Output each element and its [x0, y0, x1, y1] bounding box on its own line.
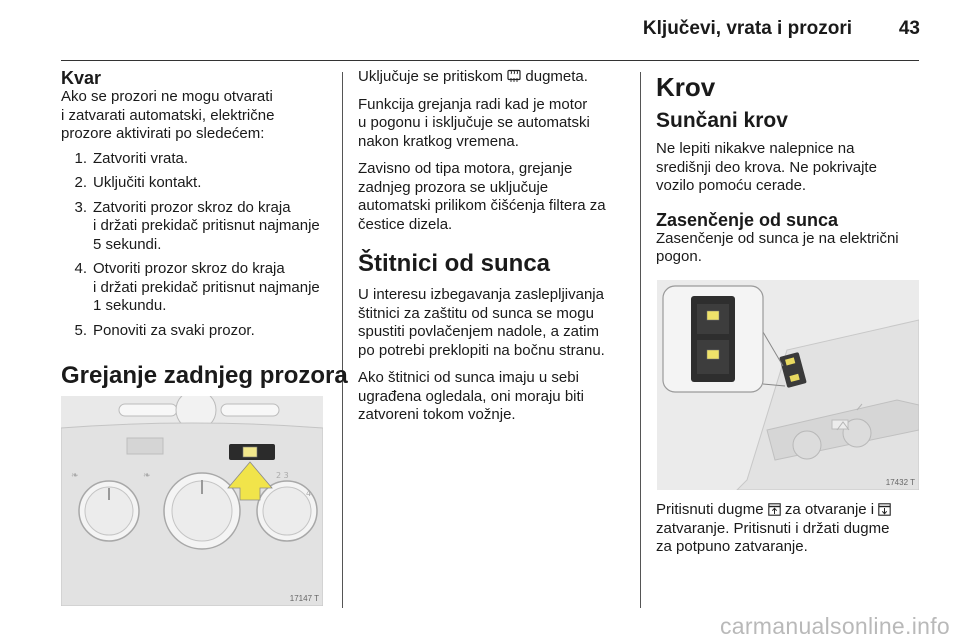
left-column [61, 68, 331, 346]
sun-shade-switch-figure [657, 280, 919, 490]
step-text: Ponoviti za svaki prozor. [93, 321, 255, 339]
step-text: Zatvoriti prozor skroz do kraja [93, 198, 291, 216]
sun-visors-mirrors [358, 369, 633, 425]
paragraph-line: ugrađena ogledala, oni moraju biti [358, 387, 584, 405]
paragraph-line: zatvoreni tokom vožnje. [358, 406, 516, 423]
step-number: 1. [74, 149, 87, 167]
step-text: Otvoriti prozor skroz do kraja [93, 260, 285, 277]
list-item [61, 199, 331, 255]
kvar-intro [61, 88, 331, 144]
climate-control-illustration [61, 396, 323, 606]
kvar-intro-line: Ako se prozori ne mogu otvarati [61, 88, 273, 105]
list-item [61, 150, 331, 169]
sunroof-text [656, 140, 924, 196]
sun-shade-text [656, 230, 924, 267]
sun-shade-switch-illustration [657, 280, 919, 490]
list-item [61, 260, 331, 316]
figure-number: 17432 T [885, 478, 915, 487]
paragraph-line: Zasenčenje od sunca je na električni [656, 229, 899, 247]
paragraph-line: Ako štitnici od sunca imaju u sebi [358, 369, 579, 386]
rear-window-heating-icon [507, 69, 521, 83]
sun-visors-heading: Štitnici od sunca [358, 250, 551, 277]
paragraph-line: automatski prilikom čišćenja filtera za [358, 197, 606, 214]
paragraph-line: Ne lepiti nikakve nalepnice na [656, 140, 855, 157]
paragraph-line: po potrebi preklopiti na bočnu stranu. [358, 341, 605, 359]
instruction-line: za potpuno zatvaranje. [656, 538, 808, 555]
chapter-title: Ključevi, vrata i prozori [642, 18, 852, 39]
rear-heating-diesel [358, 160, 633, 234]
sun-shade-instructions [656, 501, 924, 557]
paragraph-line: zadnjeg prozora se uključuje [358, 178, 549, 196]
paragraph-text: dugmeta. [525, 68, 588, 85]
paragraph-line: štitnici za zaštitu od sunca se mogu [358, 304, 594, 322]
paragraph-text: Pritisnuti dugme [656, 501, 764, 518]
paragraph-line: središnji deo krova. Ne pokrivajte [656, 158, 877, 176]
svg-text:2 3: 2 3 [276, 471, 289, 480]
roof-heading: Krov [656, 72, 716, 102]
instruction-line: zatvaranje. Pritisnuti i držati dugme [656, 519, 890, 537]
step-text: i držati prekidač pritisnut najmanje [93, 217, 320, 234]
svg-text:4: 4 [306, 489, 312, 498]
paragraph-line: Zavisno od tipa motora, grejanje [358, 160, 573, 177]
step-text: i držati prekidač pritisnut najmanje [93, 278, 320, 296]
instruction-line [656, 501, 924, 520]
paragraph-line: spustiti povlačenjem nadole, a zatim [358, 323, 599, 340]
middle-column [358, 68, 633, 434]
svg-text:❧: ❧ [71, 471, 79, 481]
paragraph-line: čestice dizela. [358, 215, 453, 233]
step-text: 1 sekundu. [93, 297, 167, 314]
paragraph-line: nakon kratkog vremena. [358, 132, 519, 150]
step-number: 4. [74, 260, 87, 277]
shade-close-icon [878, 503, 891, 516]
paragraph-text: Uključuje se pritiskom [358, 68, 504, 85]
step-number: 5. [74, 321, 87, 339]
step-text: Zatvoriti vrata. [93, 149, 189, 167]
rear-heating-heading: Grejanje zadnjeg prozora [61, 362, 348, 389]
step-text: 5 sekundi. [93, 235, 162, 253]
paragraph-line: Funkcija grejanja radi kad je motor [358, 95, 588, 113]
watermark: carmanualsonline.info [719, 613, 950, 639]
step-number: 2. [74, 174, 87, 191]
climate-control-figure [61, 396, 323, 606]
list-item [61, 322, 331, 341]
kvar-heading: Kvar [61, 68, 102, 88]
rear-heating-function [358, 96, 633, 152]
right-column [656, 72, 924, 276]
paragraph-line: pogon. [656, 248, 702, 265]
paragraph-text: za otvaranje i [784, 501, 875, 518]
list-item [61, 174, 331, 193]
step-text: Uključiti kontakt. [93, 174, 202, 191]
svg-text:❧: ❧ [143, 471, 151, 481]
kvar-intro-line: prozore aktivirati po sledećem: [61, 125, 265, 142]
step-number: 3. [74, 198, 87, 216]
column-divider-left [342, 72, 343, 608]
paragraph-line: U interesu izbegavanja zaslepljivanja [358, 286, 604, 303]
page-number: 43 [898, 18, 920, 39]
column-divider-right [640, 72, 641, 608]
sun-shade-heading: Zasenčenje od sunca [656, 209, 839, 230]
sunroof-heading: Sunčani krov [656, 109, 788, 132]
kvar-intro-line: i zatvarati automatski, električne [61, 106, 275, 124]
shade-open-icon [768, 503, 781, 516]
figure-number: 17147 T [289, 594, 319, 603]
header-rule [61, 60, 919, 61]
kvar-steps [61, 150, 331, 341]
sun-visors-usage [358, 286, 633, 360]
rear-heating-activation [358, 68, 633, 87]
paragraph-line: vozilo pomoću cerade. [656, 177, 807, 194]
paragraph-line: u pogonu i isključuje se automatski [358, 114, 590, 131]
